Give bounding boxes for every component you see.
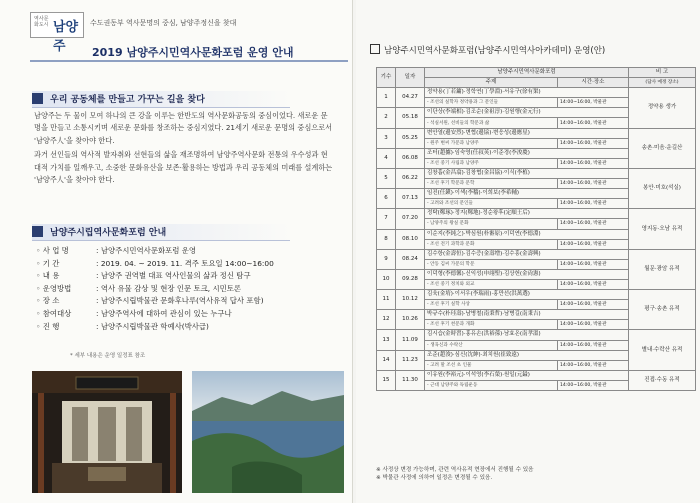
session-date: 10.12: [396, 290, 425, 310]
session-speakers: 김육(金堉)·이서우(李瑞雨)·홍만선(洪萬選): [425, 290, 629, 300]
session-number: 2: [377, 108, 396, 128]
session-time: 14:00~16:00, 박물관: [558, 320, 629, 330]
session-remark: 진접·수동 유적: [629, 370, 696, 390]
col-date-header: 일자: [396, 68, 425, 88]
info-row: ◦ 진 행 : 남양주시립박물관 학예사(박사급): [36, 321, 209, 331]
session-number: 15: [377, 370, 396, 390]
info-row: ◦ 장 소 : 남양주시립박물관 문화후나루(역사유적 답사 포함): [36, 296, 264, 306]
session-speakers: 박규수(朴珪壽)·남병철(南秉哲)·남병길(南秉吉): [425, 310, 629, 320]
col-remark-sub-header: (답사 예정 장소): [629, 78, 696, 88]
session-remark: 송촌·미음·운길산: [629, 128, 696, 168]
session-speakers: 임진(任鎭)·이색(李穡)·이희보(李希輔): [425, 189, 629, 199]
schedule-note: ※ 박물관 사정에 의하여 일정은 변경될 수 있음.: [376, 475, 493, 481]
session-number: 10: [377, 269, 396, 289]
square-bullet-icon: [32, 93, 43, 104]
logo-caption: 역사문화도시: [34, 16, 49, 28]
session-speakers: 변안열(邊安烈)·변협(邊協)·변응성(邊應星): [425, 128, 629, 138]
session-time: 14:00~16:00, 박물관: [558, 219, 629, 229]
info-row: ◦ 기 간 : 2019. 04. ~ 2019. 11. 격주 토요일 14:00~16:00: [36, 258, 274, 268]
schedule-title: 남양주시민역사문화포럼(남양주시민역사아카데미) 운영(안): [370, 44, 605, 56]
session-number: 1: [377, 88, 396, 108]
session-number: 6: [377, 189, 396, 209]
session-number: 9: [377, 249, 396, 269]
session-date: 09.28: [396, 269, 425, 289]
session-speakers: 이순지(李純之)·박심원(朴審原)·이덕연(李德淵): [425, 229, 629, 239]
session-topic: - 조선 후기 학문과 문학: [425, 179, 558, 189]
square-bullet-icon: [32, 226, 43, 237]
session-date: 11.23: [396, 350, 425, 370]
table-subheader-row: [377, 78, 696, 88]
session-time: 14:00~16:00, 박물관: [558, 199, 629, 209]
session-number: 12: [377, 310, 396, 330]
session-time: 14:00~16:00, 박물관: [558, 158, 629, 168]
schedule-note: ※ 사정상 변경 가능하며, 관련 역사유적 현장에서 진행될 수 있음: [376, 467, 534, 473]
table-row: [377, 330, 696, 340]
info-list: [36, 245, 346, 333]
session-remark: 영지동·오남 유적: [629, 209, 696, 249]
col-remark-header: 비 고: [629, 68, 696, 78]
session-topic: - 생육신과 수락산: [425, 340, 558, 350]
table-row: [377, 88, 696, 98]
session-time: 14:00~16:00, 박물관: [558, 118, 629, 128]
intro-heading: 우리 공동체를 만들고 가꾸는 길을 찾다: [32, 91, 290, 108]
session-topic: - 안동 김씨 가문의 학문: [425, 259, 558, 269]
table-row: [377, 128, 696, 138]
session-remark: 평구·송촌 유적: [629, 290, 696, 330]
session-date: 10.26: [396, 310, 425, 330]
table-row: [377, 249, 696, 259]
schedule-notes: [376, 466, 696, 482]
session-number: 4: [377, 148, 396, 168]
session-date: 07.13: [396, 189, 425, 209]
table-row: [377, 209, 696, 219]
session-remark: 정약용 생가: [629, 88, 696, 128]
session-topic: - 석실서원, 선비들의 학문과 삶: [425, 118, 558, 128]
right-page: [356, 0, 700, 503]
session-topic: - 조선 후기 천문과 개화: [425, 320, 558, 330]
session-speakers: 조준(趙浚)·심신(沈紳)·최치원(崔致遠): [425, 350, 629, 360]
session-date: 11.09: [396, 330, 425, 350]
table-header-row: [377, 68, 696, 78]
col-group-header: 남양주시민역사문화포럼: [425, 68, 629, 78]
session-date: 05.18: [396, 108, 425, 128]
session-time: 14:00~16:00, 박물관: [558, 179, 629, 189]
session-date: 08.24: [396, 249, 425, 269]
session-topic: - 조선 중기 사림과 남양주: [425, 158, 558, 168]
session-number: 5: [377, 168, 396, 188]
landscape-illustration: [192, 371, 344, 493]
session-speakers: 김시습(金時習)·홍유손(洪裕孫)·남효온(南孝溫): [425, 330, 629, 340]
table-row: [377, 168, 696, 178]
session-topic: - 고려와 조선의 문인들: [425, 199, 558, 209]
session-date: 04.27: [396, 88, 425, 108]
session-time: 14:00~16:00, 박물관: [558, 300, 629, 310]
session-date: 07.20: [396, 209, 425, 229]
session-time: 14:00~16:00, 박물관: [558, 380, 629, 390]
info-note: * 세부 내용은 운영 일정표 참조: [70, 353, 146, 359]
page-title: 2019 남양주시민역사문화포럼 운영 안내: [92, 46, 294, 59]
session-time: 14:00~16:00, 박물관: [558, 340, 629, 350]
session-time: 14:00~16:00, 박물관: [558, 360, 629, 370]
session-time: 14:00~16:00, 박물관: [558, 279, 629, 289]
table-row: [377, 290, 696, 300]
session-remark: 별내·수락산 유적: [629, 330, 696, 370]
session-speakers: 이유원(李裕元)·이석영(李石榮)·원일(元鎰): [425, 370, 629, 380]
session-date: 08.10: [396, 229, 425, 249]
session-number: 11: [377, 290, 396, 310]
session-date: 11.30: [396, 370, 425, 390]
session-time: 14:00~16:00, 박물관: [558, 138, 629, 148]
session-speakers: 이단상(李端相)·김조순(金祖淳)·김원행(金元行): [425, 108, 629, 118]
session-remark: 봉안·미호(석실): [629, 168, 696, 208]
session-date: 06.22: [396, 168, 425, 188]
session-remark: 월문·광암 유적: [629, 249, 696, 289]
session-topic: - 근대 남양주와 독립운동: [425, 380, 558, 390]
info-row: ◦ 사 업 명 : 남양주시민역사문화포럼 운영: [36, 246, 197, 255]
checkbox-square-icon: [370, 44, 380, 54]
session-topic: - 조선의 실학자 정약용과 그 문인들: [425, 98, 558, 108]
intro-paragraph: 과거 선인들의 역사적 발자취와 선현들의 삶을 재조명하여 남양주역사문화 전통의 우수성과 현대적 가치를 일깨우고, 소중한 문화유산을 보존·활용하는 방법과 우리 공동체의 미래를 설계하는 '남양주人'을 찾아야 한다.: [34, 150, 333, 185]
table-row: [377, 370, 696, 380]
intro-text: [34, 110, 334, 188]
session-topic: - 원주 변씨 가문과 남양주: [425, 138, 558, 148]
session-topic: - 조선 후기 실학 사상: [425, 300, 558, 310]
session-speakers: 정탁(鄭琢)·정지(鄭地)·정순왕후(定順王后): [425, 209, 629, 219]
session-time: 14:00~16:00, 박물관: [558, 98, 629, 108]
schedule-table: [376, 67, 696, 391]
session-number: 14: [377, 350, 396, 370]
title-divider: [30, 60, 348, 62]
hall-photo: [32, 371, 182, 493]
session-topic: - 남양주의 왕실 문화: [425, 219, 558, 229]
slogan: 수도권동부 역사문명의 중심, 남양주정신을 찾대: [90, 19, 237, 27]
session-number: 7: [377, 209, 396, 229]
session-speakers: 정약용(丁若鏞)·정학연(丁學淵)·서유구(徐有榘): [425, 88, 629, 98]
col-time-header: 시간·장소: [558, 78, 629, 88]
session-date: 05.25: [396, 128, 425, 148]
session-number: 3: [377, 128, 396, 148]
session-topic: - 조선 중기 정치와 외교: [425, 279, 558, 289]
session-speakers: 김수항(金壽恒)·김수증(金壽增)·김수흥(金壽興): [425, 249, 629, 259]
session-topic: - 고려 말 조선 초 인물: [425, 360, 558, 370]
session-speakers: 조터(趙攄)·임숙영(任叔英)·이준경(李浚慶): [425, 148, 629, 158]
logo-text: 남양주: [53, 20, 79, 54]
hall-illustration: [32, 371, 182, 493]
session-time: 14:00~16:00, 박물관: [558, 239, 629, 249]
landscape-photo: [192, 371, 344, 493]
session-speakers: 김창흡(金昌翕)·김창협(金昌協)·이식(李植): [425, 168, 629, 178]
session-date: 06.08: [396, 148, 425, 168]
schedule-body: [377, 88, 696, 391]
session-number: 13: [377, 330, 396, 350]
city-logo: [30, 12, 84, 54]
session-time: 14:00~16:00, 박물관: [558, 259, 629, 269]
intro-paragraph: 남양주는 두 물이 모여 하나의 큰 강을 이루는 한반도의 역사문화공동의 중심이었다. 새로운 문명을 만들고 소통시키며 새로운 문화를 창조하는 중심지였다. 21세기 새로운 문명의 중심으로서 '남양주人'을 찾아야 한다.: [34, 111, 333, 145]
session-topic: - 조선 전기 과학과 문화: [425, 239, 558, 249]
session-number: 8: [377, 229, 396, 249]
info-heading: 남양주시립역사문화포럼 안내: [32, 224, 290, 241]
info-row: ◦ 운영방법 : 역사 유물 감상 및 현장 인문 토크, 시민토론: [36, 283, 242, 293]
session-speakers: 이덕형(李德馨)·신익성(申翊聖)·김상헌(金尙憲): [425, 269, 629, 279]
col-no-header: 기수: [377, 68, 396, 88]
info-row: ◦ 참여대상 : 남양주역사에 대하여 관심이 있는 누구나: [36, 308, 232, 318]
info-row: ◦ 내 용 : 남양주 권역별 대표 역사인물의 삶과 정신 탐구: [36, 271, 251, 281]
col-topic-header: 주제: [425, 78, 558, 88]
